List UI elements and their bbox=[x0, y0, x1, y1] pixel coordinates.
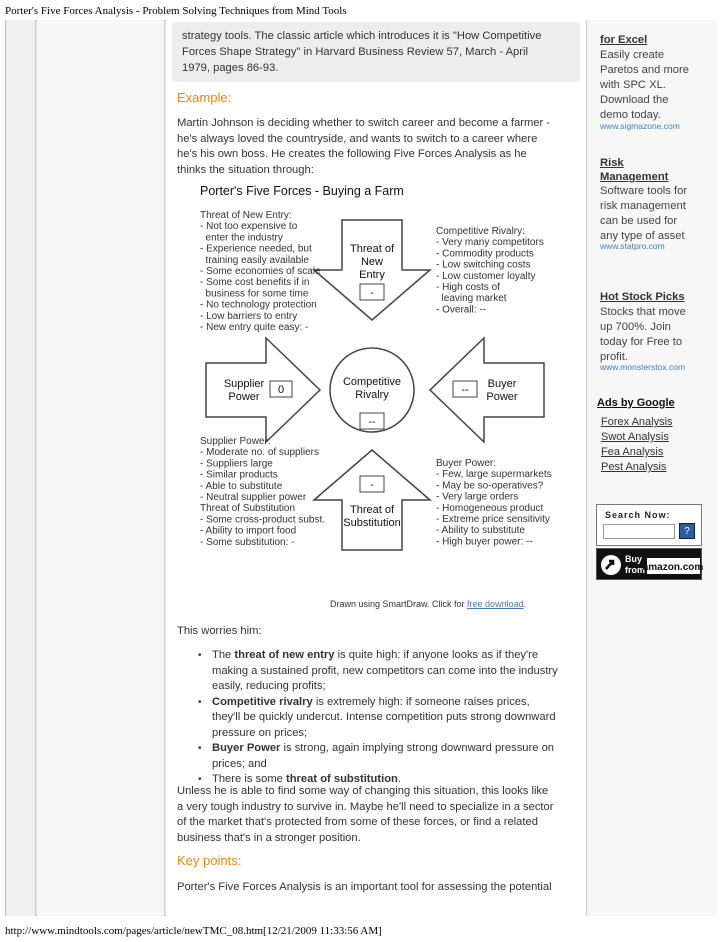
rivalry-label: Rivalry bbox=[355, 389, 389, 401]
supplier-factors bbox=[200, 436, 325, 548]
para-line: business that's in a stronger position. bbox=[177, 831, 361, 844]
print-footer: http://www.mindtools.com/pages/article/newTMC_08.htm[12/21/2009 11:33:56 AM] bbox=[5, 925, 382, 937]
factor-line: - Neutral supplier power bbox=[200, 492, 307, 503]
bullet-text: The bbox=[212, 649, 235, 661]
factor-line: - Some substitution: - bbox=[200, 536, 295, 548]
diagram-caption bbox=[330, 599, 590, 609]
factor-line: - Not too expensive to bbox=[200, 221, 298, 233]
amazon-search-box bbox=[596, 504, 702, 546]
new-entry-label: Threat of bbox=[349, 243, 395, 255]
five-forces-svg bbox=[192, 178, 562, 573]
ad3-title[interactable]: Hot Stock Picks bbox=[600, 291, 685, 303]
search-button[interactable]: ? bbox=[679, 523, 695, 539]
para-line: of the market that's protected from some of these forces, or find a related bbox=[177, 816, 538, 828]
new-entry-score: - bbox=[370, 287, 374, 299]
factor-line: - Low customer loyalty bbox=[436, 270, 536, 282]
factor-line: - Extreme price sensitivity bbox=[436, 514, 550, 525]
ad-line: Paretos and more bbox=[600, 64, 689, 76]
factor-line: business for some time bbox=[200, 288, 309, 300]
ad-line: up 700%. Join bbox=[600, 321, 671, 333]
ad3-url[interactable]: www.monsterstox.com bbox=[600, 362, 686, 372]
bullet-text: they'll be quickly undercut. Intense competition puts strong downward bbox=[212, 711, 556, 723]
factor-line: Buyer Power: bbox=[436, 458, 497, 469]
search-input[interactable] bbox=[603, 524, 675, 539]
bullet-text: is quite high: if anyone looks as if they're bbox=[334, 649, 539, 661]
factor-line: - Some cross-product subst. bbox=[200, 514, 326, 526]
substitution-score: - bbox=[370, 479, 374, 491]
intro-quote bbox=[172, 22, 580, 82]
supplier-score: 0 bbox=[277, 384, 285, 396]
buyer-arrow bbox=[430, 338, 544, 442]
google-link-forex[interactable]: Forex Analysis bbox=[601, 416, 673, 428]
bullet-bold: Buyer Power bbox=[212, 742, 281, 754]
amazon-logo bbox=[597, 549, 703, 581]
factor-line: Threat of Substitution bbox=[200, 503, 296, 515]
factor-line: - Very large orders bbox=[436, 491, 519, 503]
substitution-arrow bbox=[314, 450, 430, 550]
print-header: Porter's Five Forces Analysis - Problem Solving Techniques from Mind Tools bbox=[5, 5, 347, 17]
left-nav-column bbox=[37, 20, 165, 916]
diagram-title: Porter's Five Forces - Buying a Farm bbox=[200, 184, 404, 198]
para-line: he's his own boss. He creates the following Five Forces Analysis as he bbox=[177, 148, 527, 160]
factor-line: - High buyer power: -- bbox=[436, 536, 533, 548]
google-link-swot[interactable]: Swot Analysis bbox=[601, 431, 669, 443]
buyer-label: Power bbox=[486, 391, 518, 403]
ad1-url[interactable]: www.sigmazone.com bbox=[600, 121, 680, 131]
free-download-link[interactable]: free download bbox=[467, 599, 524, 609]
ad-title-line: Management bbox=[600, 171, 669, 183]
ad-line: today for Free to bbox=[600, 336, 683, 348]
factor-line: - Low barriers to entry bbox=[200, 310, 298, 322]
bullet-bold: threat of new entry bbox=[234, 649, 335, 661]
quote-line: 1979, pages 86-93. bbox=[182, 62, 279, 74]
factor-line: - High costs of bbox=[436, 282, 500, 293]
factor-line: training easily available bbox=[200, 254, 309, 266]
caption-text: Drawn using SmartDraw. Click for bbox=[330, 599, 468, 609]
amazon-brand: amazon.com bbox=[642, 562, 703, 573]
google-link-fea[interactable]: Fea Analysis bbox=[601, 446, 664, 458]
buyer-label: Buyer bbox=[487, 378, 517, 390]
factor-line: - Some economies of scale bbox=[200, 266, 321, 277]
factor-line: - Ability to import food bbox=[200, 525, 297, 537]
rivalry-factors bbox=[436, 226, 544, 315]
example-heading: Example: bbox=[177, 90, 232, 105]
conclusion-paragraph bbox=[177, 784, 577, 846]
supplier-arrow bbox=[206, 338, 320, 442]
factor-line: Supplier Power: bbox=[200, 436, 271, 447]
factor-line: - Very many competitors bbox=[436, 237, 544, 249]
factor-line: - Commodity products bbox=[436, 248, 534, 260]
bullet-bold: Competitive rivalry bbox=[212, 695, 313, 708]
para-line: Martin Johnson is deciding whether to switch career and become a farmer - bbox=[177, 117, 551, 129]
buyer-factors bbox=[436, 458, 552, 547]
factor-line: - May be so-operatives? bbox=[436, 480, 544, 492]
ad1-body bbox=[600, 48, 712, 123]
ad-line: profit. bbox=[600, 351, 628, 363]
factor-line: - Low switching costs bbox=[436, 259, 531, 271]
quote-line: strategy tools. The classic article which introduces it is "How Competitive bbox=[182, 30, 542, 42]
bullet-text: There is some bbox=[212, 773, 286, 785]
rivalry-score: -- bbox=[368, 416, 376, 428]
factor-line: - New entry quite easy: - bbox=[200, 322, 309, 333]
factor-line: - Moderate no. of suppliers bbox=[200, 447, 319, 459]
ad3-body bbox=[600, 305, 712, 365]
factor-line: Competitive Rivalry: bbox=[436, 226, 525, 237]
bullet-text: easily, reducing profits; bbox=[212, 680, 326, 692]
ad-line: Easily create bbox=[600, 49, 665, 61]
para-line: he's always loved the countryside, and wants to switch to a career where bbox=[177, 132, 538, 145]
google-link-pest[interactable]: Pest Analysis bbox=[601, 461, 667, 473]
supplier-label: Supplier bbox=[223, 378, 265, 390]
ad-line: Stocks that move bbox=[600, 306, 686, 318]
supplier-label: Power bbox=[228, 391, 260, 403]
factor-line: - Overall: -- bbox=[436, 304, 486, 316]
amazon-buy: Buy bbox=[625, 554, 643, 564]
factor-line: - Ability to substitute bbox=[436, 525, 525, 537]
list-item bbox=[198, 695, 578, 742]
substitution-label: Threat of bbox=[349, 504, 395, 516]
ad-line: any type of asset bbox=[600, 230, 685, 242]
bullet-text: prices; and bbox=[212, 757, 267, 770]
bullet-text: is extremely high: if someone raises prices, bbox=[312, 695, 530, 708]
bullet-text: is strong, again implying strong downward pressure on bbox=[280, 742, 555, 754]
factor-line: - Some cost benefits if in bbox=[200, 277, 310, 289]
ad-title-line: Risk bbox=[600, 157, 624, 169]
factor-line: leaving market bbox=[436, 293, 507, 305]
caption-end: . bbox=[523, 599, 527, 609]
keypoints-heading: Key points: bbox=[177, 853, 242, 868]
factor-line: - Similar products bbox=[200, 469, 278, 481]
ads-by-google[interactable]: Ads by Google bbox=[597, 397, 675, 409]
amazon-from: from bbox=[625, 565, 645, 575]
bullet-bold: threat of substitution bbox=[286, 773, 398, 785]
new-entry-label: Entry bbox=[359, 269, 385, 281]
factor-line: Threat of New Entry: bbox=[200, 210, 292, 221]
new-entry-label: New bbox=[360, 256, 384, 268]
new-entry-factors bbox=[200, 210, 321, 333]
factor-line: - No technology protection bbox=[200, 299, 317, 311]
factor-line: - Homogeneous product bbox=[436, 502, 544, 514]
worries-text: This worries him: bbox=[177, 625, 262, 637]
ad-line: demo today. bbox=[600, 109, 661, 121]
para-line: Unless he is able to find some way of changing this situation, this looks like bbox=[177, 785, 549, 797]
ad2-title[interactable] bbox=[600, 156, 668, 184]
factor-line: - Suppliers large bbox=[200, 458, 273, 470]
ad2-url[interactable]: www.statpro.com bbox=[600, 241, 665, 251]
para-line: a very tough industry to survive in. Maybe he'll need to specialize in a sector bbox=[177, 800, 554, 813]
ad2-body bbox=[600, 184, 712, 244]
para-line: thinks the situation through: bbox=[177, 163, 314, 176]
search-label: Search Now: bbox=[605, 510, 671, 520]
ad-line: Software tools for bbox=[600, 185, 688, 197]
list-item bbox=[198, 741, 578, 772]
factor-line: - Experience needed, but bbox=[200, 243, 312, 255]
bullet-text: . bbox=[397, 773, 401, 785]
bullet-text: pressure on prices; bbox=[212, 726, 308, 739]
quote-line: Forces Shape Strategy" in Harvard Business Review 57, March - April bbox=[182, 46, 528, 58]
left-gutter bbox=[6, 20, 36, 916]
bullet-text: making a sustained profit, new competitors can come into the industry bbox=[212, 664, 558, 677]
ad1-title[interactable]: for Excel bbox=[600, 34, 648, 46]
worries-list bbox=[198, 648, 578, 788]
example-paragraph bbox=[177, 116, 577, 178]
amazon-button[interactable] bbox=[596, 548, 702, 580]
ad-line: Download the bbox=[600, 94, 669, 106]
buyer-score: -- bbox=[461, 384, 469, 396]
ad-line: risk management bbox=[600, 200, 686, 212]
ad-line: with SPC XL. bbox=[600, 79, 666, 91]
factor-line: - Few, large supermarkets bbox=[436, 469, 552, 481]
rivalry-label: Competitive bbox=[342, 376, 402, 388]
ad-line: can be used for bbox=[600, 215, 678, 227]
factor-line: - Able to substitute bbox=[200, 480, 283, 492]
list-item bbox=[198, 648, 578, 695]
substitution-label: Substitution bbox=[343, 517, 401, 529]
factor-line: enter the industry bbox=[200, 232, 283, 244]
five-forces-diagram bbox=[192, 178, 562, 573]
keypoints-paragraph: Porter's Five Forces Analysis is an important tool for assessing the potential bbox=[177, 881, 552, 893]
